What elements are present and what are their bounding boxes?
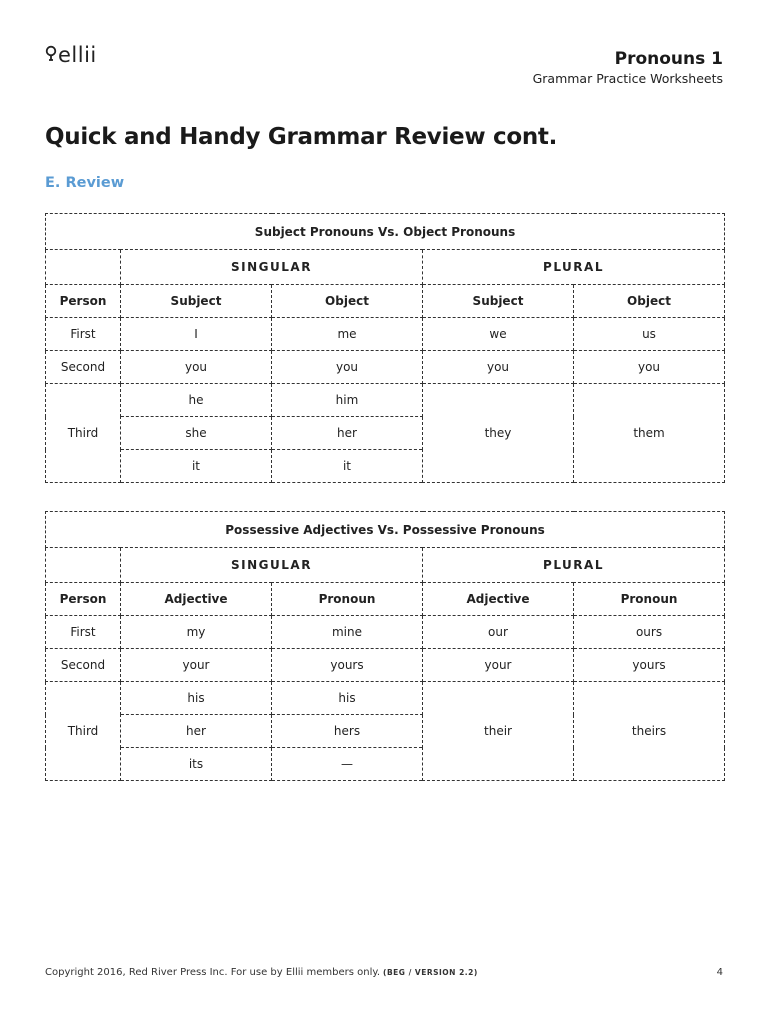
column-header-plural-object: Object — [574, 285, 725, 318]
column-header-plural-adjective: Adjective — [423, 583, 574, 616]
logo-text: ellii — [58, 43, 97, 67]
table-cell: us — [574, 318, 725, 351]
group-header-singular: SINGULAR — [121, 548, 423, 583]
table-title: Possessive Adjectives Vs. Possessive Pronouns — [46, 512, 725, 548]
table-cell: you — [423, 351, 574, 384]
lightbulb-icon — [45, 45, 57, 65]
table-row — [46, 318, 725, 351]
table-cell: yours — [272, 649, 423, 682]
table-cell: our — [423, 616, 574, 649]
table-cell: hers — [272, 715, 423, 748]
document-subtitle: Grammar Practice Worksheets — [532, 71, 723, 86]
document-title: Pronouns 1 — [614, 49, 723, 69]
table-cell: it — [272, 450, 423, 483]
page-title: Quick and Handy Grammar Review cont. — [45, 124, 558, 150]
page-number: 4 — [716, 967, 723, 978]
column-header-plural-subject: Subject — [423, 285, 574, 318]
table-cell: we — [423, 318, 574, 351]
person-cell: First — [46, 616, 121, 649]
table-cell: her — [121, 715, 272, 748]
table-cell: them — [574, 384, 725, 483]
table-cell: me — [272, 318, 423, 351]
table-cell: your — [423, 649, 574, 682]
table-cell: their — [423, 682, 574, 781]
table-cell: I — [121, 318, 272, 351]
table-cell: you — [272, 351, 423, 384]
table-cell: your — [121, 649, 272, 682]
column-header-singular-pronoun: Pronoun — [272, 583, 423, 616]
person-cell: Second — [46, 649, 121, 682]
copyright-text: Copyright 2016, Red River Press Inc. For use by Ellii members only. — [45, 967, 381, 978]
table-row — [46, 351, 725, 384]
table-cell: him — [272, 384, 423, 417]
table-cell: they — [423, 384, 574, 483]
column-header-singular-subject: Subject — [121, 285, 272, 318]
table-cell: yours — [574, 649, 725, 682]
group-header-plural: PLURAL — [423, 250, 725, 285]
section-label: E. Review — [45, 175, 125, 191]
person-cell: First — [46, 318, 121, 351]
table-title: Subject Pronouns Vs. Object Pronouns — [46, 214, 725, 250]
column-header-singular-object: Object — [272, 285, 423, 318]
table-cell: he — [121, 384, 272, 417]
column-header-singular-adjective: Adjective — [121, 583, 272, 616]
footer-copyright — [45, 967, 478, 978]
table-cell: ours — [574, 616, 725, 649]
empty-cell — [46, 250, 121, 285]
table-row — [46, 649, 725, 682]
person-cell: Third — [46, 384, 121, 483]
column-header-person: Person — [46, 583, 121, 616]
column-header-plural-pronoun: Pronoun — [574, 583, 725, 616]
group-header-plural: PLURAL — [423, 548, 725, 583]
table-row — [46, 616, 725, 649]
column-header-person: Person — [46, 285, 121, 318]
person-cell: Second — [46, 351, 121, 384]
table-cell: you — [121, 351, 272, 384]
group-header-singular: SINGULAR — [121, 250, 423, 285]
ellii-logo — [45, 44, 97, 66]
table-cell: my — [121, 616, 272, 649]
document-header — [533, 48, 723, 88]
person-cell: Third — [46, 682, 121, 781]
possessive-adjectives-pronouns-table — [45, 511, 725, 781]
subject-object-pronouns-table — [45, 213, 725, 483]
table-cell: mine — [272, 616, 423, 649]
table-cell: his — [121, 682, 272, 715]
empty-cell — [46, 548, 121, 583]
table-row — [46, 682, 725, 715]
table-cell: she — [121, 417, 272, 450]
table-cell: you — [574, 351, 725, 384]
table-cell: his — [272, 682, 423, 715]
table-cell: her — [272, 417, 423, 450]
table-cell: its — [121, 748, 272, 781]
table-cell: it — [121, 450, 272, 483]
table-cell: theirs — [574, 682, 725, 781]
table-row — [46, 384, 725, 417]
table-cell: — — [272, 748, 423, 781]
version-label: (BEG / VERSION 2.2) — [383, 968, 478, 977]
